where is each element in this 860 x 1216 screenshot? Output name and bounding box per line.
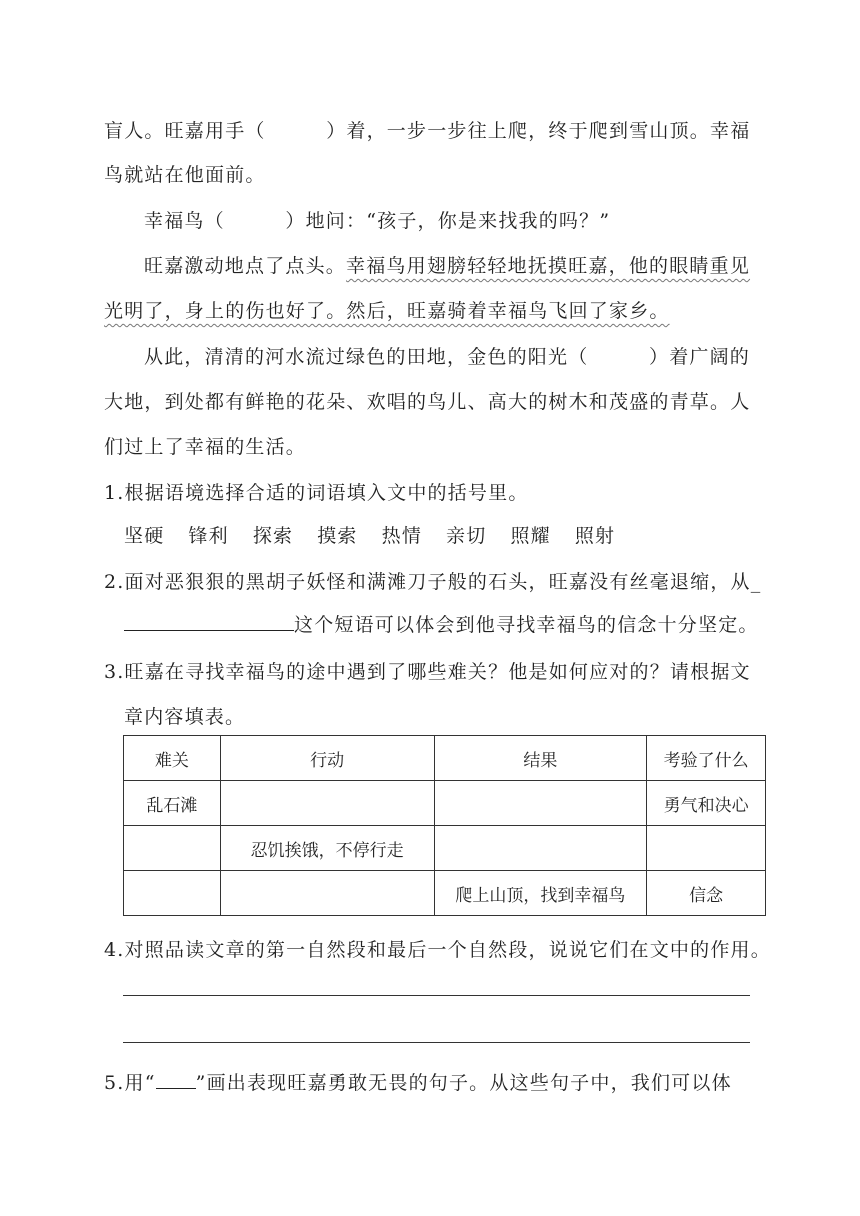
table-cell: 勇气和决心 <box>647 781 766 826</box>
story-line: 盲人。旺嘉用手（ ）着，一步一步往上爬，终于爬到雪山顶。幸福 <box>104 120 751 142</box>
table-cell: 信念 <box>647 871 766 916</box>
table-row <box>124 781 766 826</box>
table-header: 难关 <box>124 736 221 781</box>
word-option: 坚硬 <box>124 525 165 547</box>
question-3-continued: 章内容填表。 <box>124 706 246 728</box>
word-option: 锋利 <box>188 525 229 547</box>
question-2-text: 这个短语可以体会到他寻找幸福鸟的信念十分坚定。 <box>294 614 759 636</box>
table-cell[interactable] <box>124 871 221 916</box>
story-line: 从此，清清的河水流过绿色的田地，金色的阳光（ ）着广阔的 <box>144 346 751 368</box>
table-cell[interactable] <box>434 781 647 826</box>
wavy-underlined-sentence: 幸福鸟用翅膀轻轻地抚摸旺嘉，他的眼睛重见 <box>346 255 751 277</box>
wavy-underlined-sentence: 光明了，身上的伤也好了。然后，旺嘉骑着幸福鸟飞回了家乡。 <box>104 300 670 322</box>
word-option: 热情 <box>381 525 423 547</box>
question-5-text: ”画出表现旺嘉勇敢无畏的句子。从这些句子中，我们可以体 <box>195 1072 732 1094</box>
answer-line[interactable] <box>123 1042 750 1043</box>
table-cell[interactable] <box>647 826 766 871</box>
answer-blank[interactable] <box>124 629 294 631</box>
question-5 <box>104 1068 732 1095</box>
story-line: 大地，到处都有鲜艳的花朵、欢唱的鸟儿、高大的树木和茂盛的青草。人 <box>104 391 751 413</box>
question-5-prefix: 5.用“ <box>104 1072 156 1094</box>
word-option: 摸索 <box>317 525 358 547</box>
underline-sample <box>156 1087 196 1089</box>
word-option: 亲切 <box>446 525 487 547</box>
table-header-row <box>124 736 766 781</box>
story-line: 们过上了幸福的生活。 <box>104 436 307 458</box>
question-4: 4.对照品读文章的第一自然段和最后一个自然段，说说它们在文中的作用。 <box>104 939 771 961</box>
table-cell: 乱石滩 <box>124 781 221 826</box>
table-cell: 爬上山顶，找到幸福鸟 <box>434 871 647 916</box>
table-cell[interactable] <box>434 826 647 871</box>
table-cell[interactable] <box>220 871 434 916</box>
question-2-continued <box>124 610 759 637</box>
table-header: 考验了什么 <box>647 736 766 781</box>
table-cell[interactable] <box>220 781 434 826</box>
question-1: 1.根据语境选择合适的词语填入文中的括号里。 <box>104 482 529 504</box>
word-option: 照射 <box>574 525 616 547</box>
table-row <box>124 871 766 916</box>
answer-line[interactable] <box>123 995 750 996</box>
table-header: 结果 <box>434 736 647 781</box>
question-2: 2.面对恶狠狠的黑胡子妖怪和满滩刀子般的石头，旺嘉没有丝毫退缩，从_ <box>104 571 762 593</box>
story-line <box>104 296 670 323</box>
table-row <box>124 826 766 871</box>
table-cell[interactable] <box>124 826 221 871</box>
answer-table <box>123 735 766 916</box>
table-cell: 忍饥挨饿，不停行走 <box>220 826 434 871</box>
story-text: 旺嘉激动地点了点头。 <box>144 255 347 277</box>
story-line <box>144 251 750 278</box>
table-header: 行动 <box>220 736 434 781</box>
question-3: 3.旺嘉在寻找幸福鸟的途中遇到了哪些难关？他是如何应对的？请根据文 <box>104 661 751 683</box>
word-option: 探索 <box>252 525 294 547</box>
word-option: 照耀 <box>510 525 551 547</box>
story-line: 鸟就站在他面前。 <box>104 164 266 186</box>
word-bank <box>124 521 639 548</box>
story-line: 幸福鸟（ ）地问：“孩子，你是来找我的吗？” <box>144 210 611 232</box>
